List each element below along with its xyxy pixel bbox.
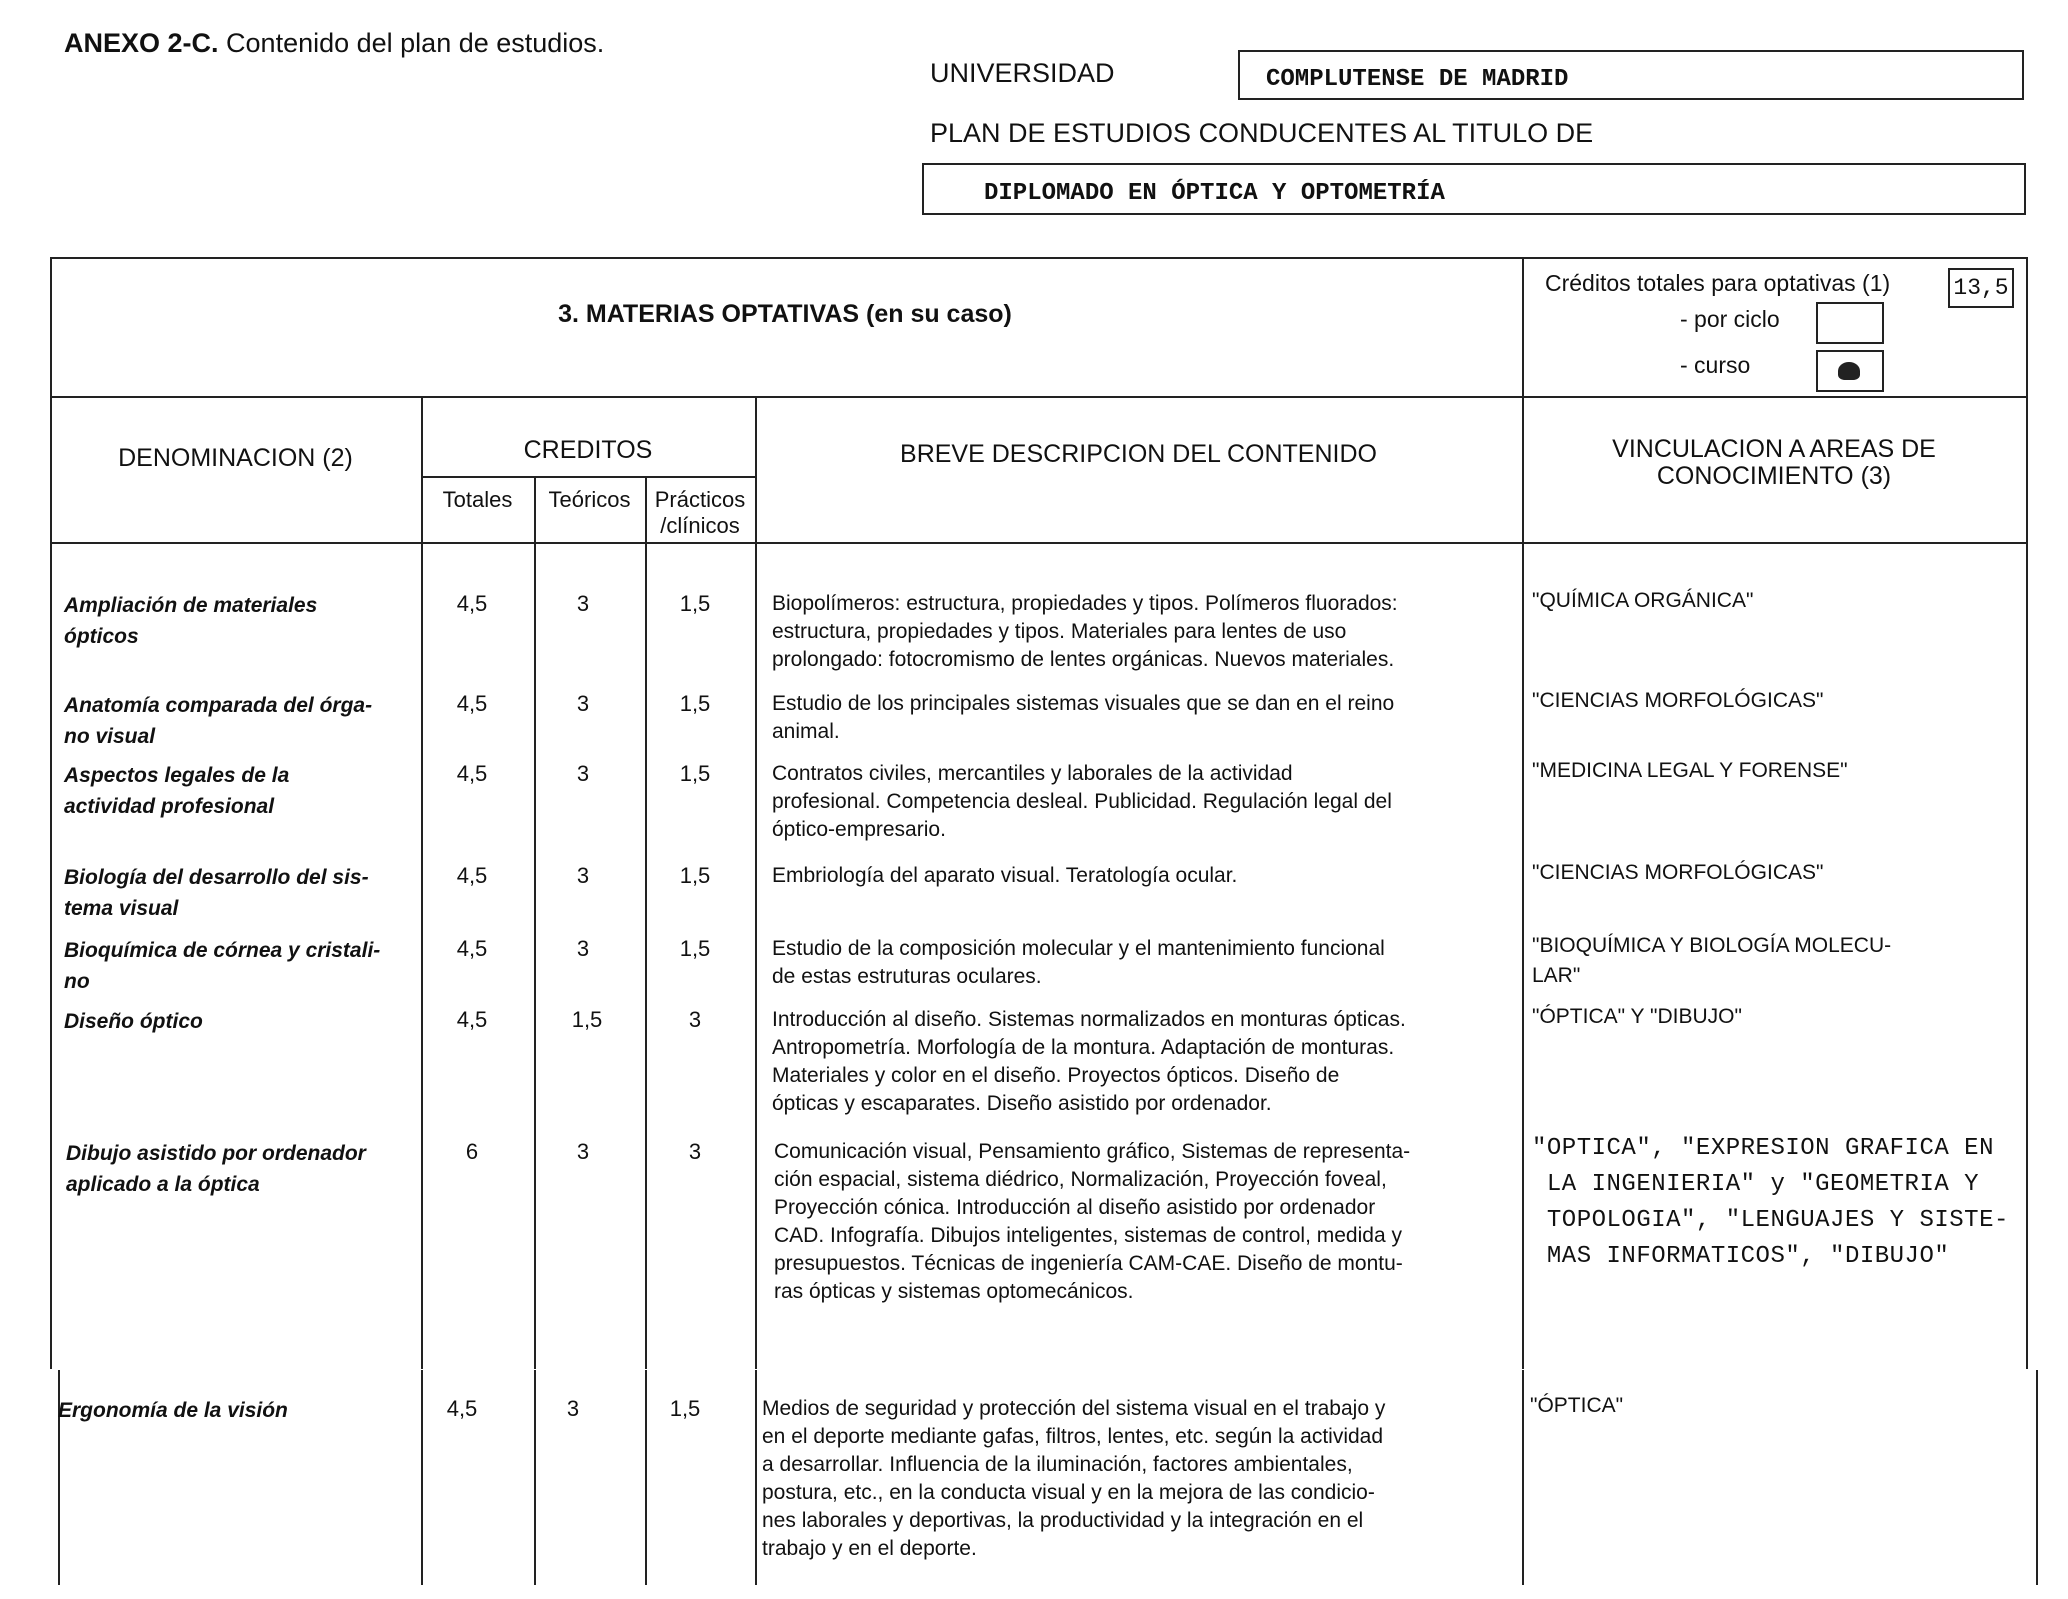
subject-description bbox=[762, 1395, 1507, 1563]
subject-name bbox=[58, 1395, 408, 1426]
description-line: ópticas y escaparates. Diseño asistido por ordenador. bbox=[772, 1092, 1272, 1115]
knowledge-area bbox=[1532, 586, 2022, 616]
description-line: ras ópticas y sistemas optomecánicos. bbox=[774, 1280, 1134, 1303]
credits-teoricos: 3 bbox=[576, 1139, 590, 1164]
credits-teoricos: 1,5 bbox=[571, 1007, 603, 1032]
subject-name-line: Diseño óptico bbox=[64, 1010, 203, 1033]
col-vinculacion-line1: VINCULACION A AREAS DE bbox=[1612, 435, 1936, 463]
description-line: Medios de seguridad y protección del sistema visual en el trabajo y bbox=[762, 1397, 1386, 1420]
col-practicos bbox=[645, 487, 755, 539]
credits-totales: 4,5 bbox=[446, 1396, 478, 1421]
degree-title-value: DIPLOMADO EN ÓPTICA Y OPTOMETRÍA bbox=[984, 180, 1445, 207]
knowledge-area-line: "ÓPTICA" bbox=[1530, 1394, 1624, 1417]
col-practicos-line2: /clínicos bbox=[660, 513, 740, 538]
credits-teoricos: 3 bbox=[576, 591, 590, 616]
knowledge-area bbox=[1532, 1131, 2022, 1275]
frame-col-credits-line bbox=[421, 396, 423, 1369]
credits-practicos: 1,5 bbox=[669, 1396, 701, 1421]
subject-name bbox=[64, 862, 414, 924]
university-label: UNIVERSIDAD bbox=[930, 58, 1115, 88]
frame-col-desc-line bbox=[755, 396, 757, 1369]
description-line: en el deporte mediante gafas, filtros, lentes, etc. según la actividad bbox=[762, 1425, 1384, 1448]
frame-col-practicos-line-2 bbox=[645, 1370, 647, 1585]
subject-name-line: no visual bbox=[64, 725, 156, 748]
credits-practicos: 3 bbox=[688, 1139, 702, 1164]
frame-col-credits-line-2 bbox=[421, 1370, 423, 1585]
subject-name-line: no bbox=[64, 970, 90, 993]
knowledge-area-line: "OPTICA", "EXPRESION GRAFICA EN bbox=[1532, 1135, 1994, 1162]
col-practicos-line1: Prácticos bbox=[654, 487, 746, 512]
subject-name bbox=[64, 1006, 414, 1037]
subject-name-line: Bioquímica de córnea y cristali- bbox=[64, 939, 381, 962]
university-field bbox=[1238, 50, 2024, 100]
description-line: de estas estruturas oculares. bbox=[772, 965, 1042, 988]
frame-col-practicos-line bbox=[645, 476, 647, 1369]
subject-name bbox=[66, 1138, 416, 1200]
col-creditos: CREDITOS bbox=[523, 436, 653, 464]
credits-totales: 4,5 bbox=[456, 691, 488, 716]
section-title: 3. MATERIAS OPTATIVAS (en su caso) bbox=[558, 300, 1012, 328]
knowledge-area bbox=[1532, 756, 2022, 786]
knowledge-area-line: "MEDICINA LEGAL Y FORENSE" bbox=[1532, 759, 1848, 782]
knowledge-area-line: TOPOLOGIA", "LENGUAJES Y SISTE- bbox=[1532, 1207, 2009, 1234]
knowledge-area bbox=[1532, 858, 2022, 888]
annex-heading bbox=[64, 28, 604, 59]
frame-section-line bbox=[50, 396, 2028, 398]
subject-name bbox=[64, 690, 414, 752]
subject-name-line: Biología del desarrollo del sis- bbox=[64, 866, 369, 889]
description-line: Biopolímeros: estructura, propiedades y tipos. Polímeros fluorados: bbox=[772, 592, 1398, 615]
university-value: COMPLUTENSE DE MADRID bbox=[1266, 66, 1569, 93]
description-line: prolongado: fotocromismo de lentes orgánicas. Nuevos materiales. bbox=[772, 648, 1395, 671]
knowledge-area bbox=[1532, 931, 2022, 991]
frame-col-desc-line-2 bbox=[755, 1370, 757, 1585]
description-line: trabajo y en el deporte. bbox=[762, 1537, 977, 1560]
description-line: Estudio de los principales sistemas visuales que se dan en el reino bbox=[772, 692, 1395, 715]
subject-name-line: Dibujo asistido por ordenador bbox=[66, 1142, 366, 1165]
annex-text: Contenido del plan de estudios. bbox=[218, 28, 605, 58]
curso-label: - curso bbox=[1680, 352, 1751, 378]
description-line: Estudio de la composición molecular y el mantenimiento funcional bbox=[772, 937, 1385, 960]
description-line: ción espacial, sistema diédrico, Normalización, Proyección foveal, bbox=[774, 1168, 1387, 1191]
plan-label: PLAN DE ESTUDIOS CONDUCENTES AL TITULO DE bbox=[930, 118, 1594, 148]
ink-mark bbox=[1838, 362, 1860, 380]
col-vinculacion-line2: CONOCIMIENTO (3) bbox=[1656, 462, 1892, 490]
knowledge-area-line: "QUÍMICA ORGÁNICA" bbox=[1532, 589, 1754, 612]
description-line: profesional. Competencia desleal. Publicidad. Regulación legal del bbox=[772, 790, 1392, 813]
frame-col-teoricos-line-2 bbox=[534, 1370, 536, 1585]
description-line: estructura, propiedades y tipos. Materiales para lentes de uso bbox=[772, 620, 1347, 643]
credits-teoricos: 3 bbox=[576, 691, 590, 716]
description-line: animal. bbox=[772, 720, 840, 743]
knowledge-area-line: "CIENCIAS MORFOLÓGICAS" bbox=[1532, 861, 1824, 884]
credits-teoricos: 3 bbox=[576, 761, 590, 786]
description-line: Materiales y color en el diseño. Proyectos ópticos. Diseño de bbox=[772, 1064, 1340, 1087]
subject-name-line: aplicado a la óptica bbox=[66, 1173, 260, 1196]
por-ciclo-label: - por ciclo bbox=[1680, 306, 1780, 332]
description-line: Antropometría. Morfología de la montura. Adaptación de monturas. bbox=[772, 1036, 1395, 1059]
credits-teoricos: 3 bbox=[576, 936, 590, 961]
description-line: Contratos civiles, mercantiles y laborales de la actividad bbox=[772, 762, 1293, 785]
subject-name bbox=[64, 760, 414, 822]
subject-name bbox=[64, 935, 414, 997]
subject-description bbox=[772, 590, 1517, 674]
knowledge-area bbox=[1532, 686, 2022, 716]
credits-sub-line bbox=[422, 476, 756, 478]
description-line: Embriología del aparato visual. Teratología ocular. bbox=[772, 864, 1238, 887]
frame-right-line-2 bbox=[2036, 1370, 2038, 1585]
frame-col-area-line bbox=[1522, 257, 1524, 1369]
credits-total-value: 13,5 bbox=[1948, 268, 2014, 308]
annex-label: ANEXO 2-C. bbox=[64, 28, 219, 58]
credits-practicos: 1,5 bbox=[679, 761, 711, 786]
credits-practicos: 1,5 bbox=[679, 863, 711, 888]
description-line: Introducción al diseño. Sistemas normalizados en monturas ópticas. bbox=[772, 1008, 1406, 1031]
col-denominacion: DENOMINACION (2) bbox=[118, 444, 353, 472]
description-line: nes laborales y deportivas, la productividad y la integración en el bbox=[762, 1509, 1364, 1532]
subject-name-line: Aspectos legales de la bbox=[64, 764, 290, 787]
knowledge-area-line: LA INGENIERIA" y "GEOMETRIA Y bbox=[1532, 1171, 1980, 1198]
subject-description bbox=[772, 1006, 1517, 1118]
description-line: Proyección cónica. Introducción al diseño asistido por ordenador bbox=[774, 1196, 1376, 1219]
subject-name-line: ópticos bbox=[64, 625, 139, 648]
frame-col-area-line-2 bbox=[1522, 1370, 1524, 1585]
subject-name-line: Ampliación de materiales bbox=[64, 594, 318, 617]
knowledge-area bbox=[1532, 1002, 2022, 1032]
col-descripcion: BREVE DESCRIPCION DEL CONTENIDO bbox=[900, 440, 1377, 468]
degree-title-field bbox=[922, 163, 2026, 215]
knowledge-area-line: "ÓPTICA" Y "DIBUJO" bbox=[1532, 1005, 1742, 1028]
subject-name-line: tema visual bbox=[64, 897, 179, 920]
subject-description bbox=[772, 760, 1517, 844]
frame-right-line bbox=[2026, 257, 2028, 1369]
col-teoricos: Teóricos bbox=[548, 487, 631, 512]
knowledge-area-line: "CIENCIAS MORFOLÓGICAS" bbox=[1532, 689, 1824, 712]
description-line: presupuestos. Técnicas de ingeniería CAM-CAE. Diseño de montu- bbox=[774, 1252, 1403, 1275]
knowledge-area bbox=[1530, 1391, 2020, 1421]
credits-practicos: 1,5 bbox=[679, 691, 711, 716]
curso-field bbox=[1816, 350, 1884, 392]
credits-teoricos: 3 bbox=[566, 1396, 580, 1421]
knowledge-area-line: MAS INFORMATICOS", "DIBUJO" bbox=[1532, 1243, 1950, 1270]
subject-name-line: Ergonomía de la visión bbox=[58, 1399, 288, 1422]
knowledge-area-line: "BIOQUÍMICA Y BIOLOGÍA MOLECU- bbox=[1532, 934, 1892, 957]
col-totales: Totales bbox=[442, 487, 513, 512]
subject-name-line: actividad profesional bbox=[64, 795, 275, 818]
subject-name-line: Anatomía comparada del órga- bbox=[64, 694, 373, 717]
subject-description bbox=[772, 690, 1517, 746]
description-line: a desarrollar. Influencia de la iluminación, factores ambientales, bbox=[762, 1453, 1353, 1476]
credits-totales: 4,5 bbox=[456, 936, 488, 961]
credits-teoricos: 3 bbox=[576, 863, 590, 888]
subject-description bbox=[774, 1138, 1519, 1306]
credits-practicos: 1,5 bbox=[679, 936, 711, 961]
credits-totales: 6 bbox=[465, 1139, 479, 1164]
por-ciclo-field bbox=[1816, 302, 1884, 344]
credits-totales: 4,5 bbox=[456, 1007, 488, 1032]
description-line: postura, etc., en la conducta visual y en la mejora de las condicio- bbox=[762, 1481, 1375, 1504]
frame-left-line bbox=[50, 257, 52, 1369]
description-line: Comunicación visual, Pensamiento gráfico, Sistemas de representa- bbox=[774, 1140, 1411, 1163]
credits-totales: 4,5 bbox=[456, 761, 488, 786]
credits-practicos: 1,5 bbox=[679, 591, 711, 616]
credits-total-label: Créditos totales para optativas (1) bbox=[1545, 270, 1891, 296]
credits-practicos: 3 bbox=[688, 1007, 702, 1032]
subject-description bbox=[772, 862, 1517, 890]
frame-top-line bbox=[50, 257, 2028, 259]
description-line: óptico-empresario. bbox=[772, 818, 946, 841]
credits-totales: 4,5 bbox=[456, 863, 488, 888]
subject-name bbox=[64, 590, 414, 652]
subject-description bbox=[772, 935, 1517, 991]
frame-header-line bbox=[50, 542, 2028, 544]
frame-col-teoricos-line bbox=[534, 476, 536, 1369]
knowledge-area-line: LAR" bbox=[1532, 964, 1581, 987]
col-vinculacion bbox=[1522, 436, 2026, 490]
description-line: CAD. Infografía. Dibujos inteligentes, sistemas de control, medida y bbox=[774, 1224, 1402, 1247]
credits-totales: 4,5 bbox=[456, 591, 488, 616]
